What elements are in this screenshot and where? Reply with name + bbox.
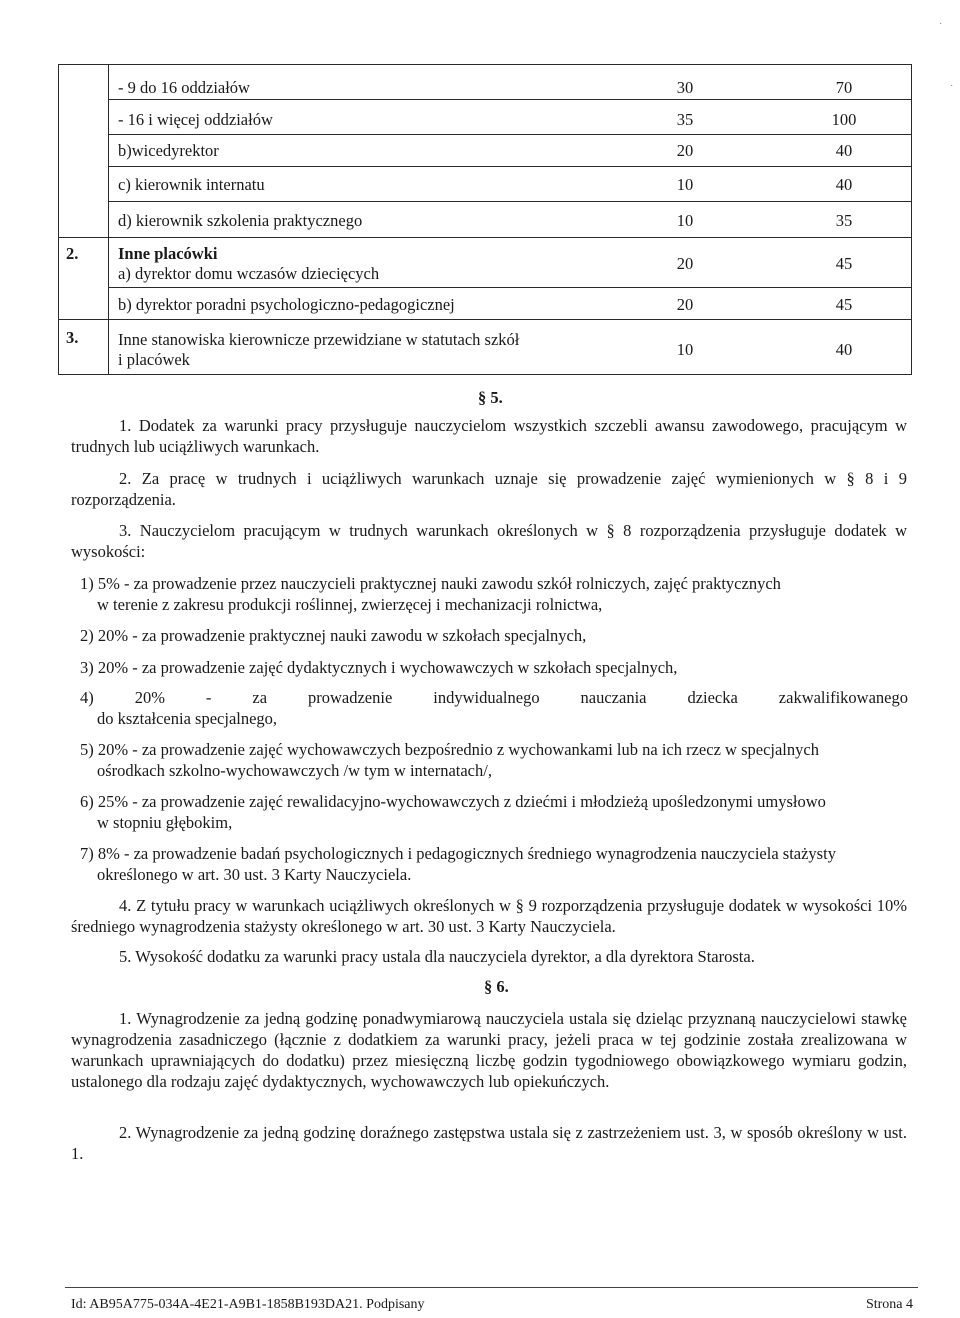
table-row-min: 10 <box>676 175 694 194</box>
table-row-max: 40 <box>835 175 853 194</box>
list-item <box>80 739 908 781</box>
list-item-cont: określonego w art. 30 ust. 3 Karty Nauczyciela. <box>97 865 412 884</box>
list-item-cont: w terenie z zakresu produkcji roślinnej, zwierzęcej i mechanizacji rolnictwa, <box>97 595 603 614</box>
list-item-text: 5) 20% - za prowadzenie zajęć wychowawczych bezpośrednio z wychowankami lub na ich rzecz w specjalnych <box>80 740 819 759</box>
table-row-max: 70 <box>835 78 853 97</box>
list-item-cont: ośrodkach szkolno-wychowawczych /w tym w internatach/, <box>97 761 492 780</box>
table-row-label: c) kierownik internatu <box>118 175 265 194</box>
table-row-label-cont: i placówek <box>118 350 190 369</box>
list-item-text: 2) 20% - za prowadzenie praktycznej nauki zawodu w szkołach specjalnych, <box>80 626 587 645</box>
section-heading: § 5. <box>478 388 503 407</box>
paragraph: 2. Za pracę w trudnych i uciążliwych warunkach uznaje się prowadzenie zajęć wymienionych w § 8 i 9 rozporządzenia. <box>71 469 907 509</box>
table-row-min: 10 <box>676 211 694 230</box>
table-row-min: 20 <box>676 295 694 314</box>
list-item-cont: w stopniu głębokim, <box>97 813 233 832</box>
table-row-label: d) kierownik szkolenia praktycznego <box>118 211 363 230</box>
table-row-label: b)wicedyrektor <box>118 141 219 160</box>
document-id: Id: AB95A775-034A-4E21-A9B1-1858B193DA21. Podpisany <box>71 1297 425 1312</box>
list-item <box>80 843 908 885</box>
scan-mark: ˙ <box>950 84 954 95</box>
table-row-max: 100 <box>831 110 857 129</box>
table-row-max: 35 <box>835 211 853 230</box>
page-number: Strona 4 <box>865 1297 913 1312</box>
paragraph: 1. Dodatek za warunki pracy przysługuje nauczycielom wszystkich szczebli awansu zawodowego, pracującym w trudnych lub uciążliwych warunkach. <box>71 416 907 456</box>
table-row-label: - 16 i więcej oddziałów <box>118 110 273 129</box>
list-item-cont: do kształcenia specjalnego, <box>97 709 278 728</box>
list-item-text: 6) 25% - za prowadzenie zajęć rewalidacyjno-wychowawczych z dziećmi i młodzieżą upośledzonymi umysłowo <box>80 792 826 811</box>
paragraph: 4. Z tytułu pracy w warunkach uciążliwych określonych w § 9 rozporządzenia przysługuje dodatek w wysokości 10% średniego wynagrodzenia stażysty określonego w art. 30 ust. 3 Karty Nauczyciela. <box>71 896 907 936</box>
paragraph: 1. Wynagrodzenie za jedną godzinę ponadwymiarową nauczyciela ustala się dzieląc przyznaną nauczycielowi stawkę wynagrodzenia zasadniczego (łącznie z dodatkiem za warunki pracy, jeżeli praca w tej godzinie została zrealizowana w warunkach uprawniających do dodatku) przez miesięczną liczbę godzin tygodniowego obowiązkowego wymiaru godzin, ustalonego dla rodzaju zajęć dydaktycznych, wychowawczych lub opiekuńczych. <box>71 1009 907 1091</box>
section-title: Inne placówki <box>118 244 218 263</box>
footer-divider <box>65 1287 918 1288</box>
table-row-max: 45 <box>835 254 853 273</box>
list-item <box>80 687 908 708</box>
table-row-label: Inne stanowiska kierownicze przewidziane w statutach szkół <box>118 330 520 349</box>
table-row-min: 20 <box>676 254 694 273</box>
paragraph: 5. Wysokość dodatku za warunki pracy ustala dla nauczyciela dyrektor, a dla dyrektora Starosta. <box>119 947 755 966</box>
section-index: 2. <box>66 244 79 263</box>
paragraph: 2. Wynagrodzenie za jedną godzinę doraźnego zastępstwa ustala się z zastrzeżeniem ust. 3, w sposób określony w ust. 1. <box>71 1123 907 1163</box>
list-item <box>80 625 908 646</box>
list-item-text: 3) 20% - za prowadzenie zajęć dydaktycznych i wychowawczych w szkołach specjalnych, <box>80 658 678 677</box>
paragraph: 3. Nauczycielom pracującym w trudnych warunkach określonych w § 8 rozporządzenia przysługuje dodatek w wysokości: <box>71 521 907 561</box>
list-item <box>80 657 908 678</box>
table-row-max: 45 <box>835 295 853 314</box>
list-item-text: 4) 20% - za prowadzenie indywidualnego nauczania dziecka zakwalifikowanego <box>80 688 908 707</box>
table-row-min: 35 <box>676 110 694 129</box>
scan-mark: ˙ <box>939 22 943 33</box>
table-row-min: 10 <box>676 340 694 359</box>
list-item <box>80 573 908 615</box>
list-item-text: 1) 5% - za prowadzenie przez nauczycieli praktycznej nauki zawodu szkół rolniczych, zajęć praktycznych <box>80 574 781 593</box>
table-row-min: 30 <box>676 78 694 97</box>
table-row-max: 40 <box>835 141 853 160</box>
table-row-label: a) dyrektor domu wczasów dziecięcych <box>118 264 380 283</box>
allowance-table <box>58 64 912 375</box>
list-item-text: 7) 8% - za prowadzenie badań psychologicznych i pedagogicznych średniego wynagrodzenia nauczyciela stażysty <box>80 844 836 863</box>
section-index: 3. <box>66 328 79 347</box>
table-row-label: b) dyrektor poradni psychologiczno-pedagogicznej <box>118 295 455 314</box>
table-row-max: 40 <box>835 340 853 359</box>
section-heading: § 6. <box>484 977 509 996</box>
table-row-label: - 9 do 16 oddziałów <box>118 78 250 97</box>
list-item <box>80 791 908 833</box>
list-item <box>80 708 908 729</box>
table-row-min: 20 <box>676 141 694 160</box>
